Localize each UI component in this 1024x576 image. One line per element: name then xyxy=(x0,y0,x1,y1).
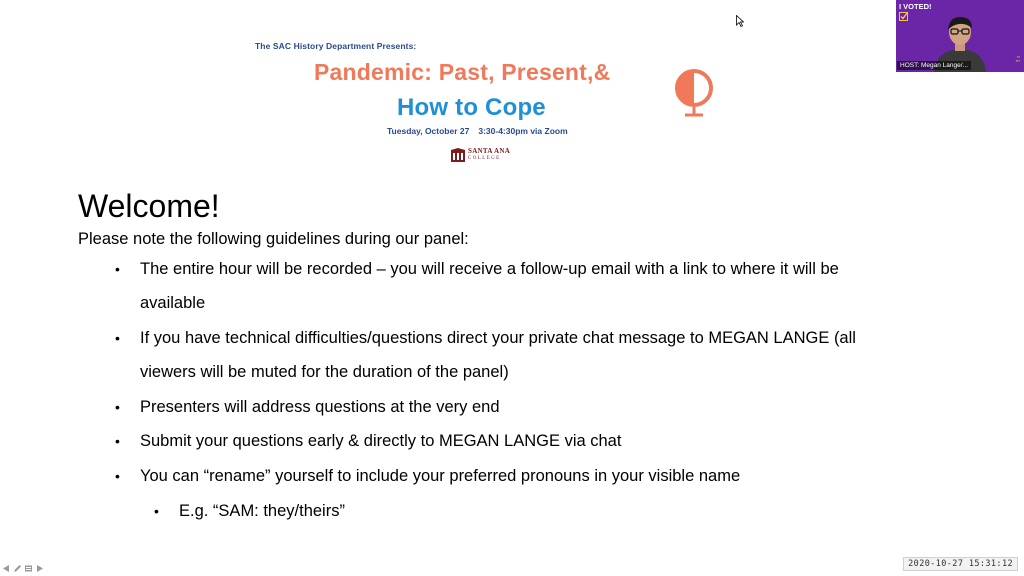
host-video-tile[interactable] xyxy=(896,0,1024,72)
college-sub: COLLEGE xyxy=(468,156,501,161)
bullet-recording: • The entire hour will be recorded – you will receive a follow-up email with a link to where it will be available xyxy=(140,252,839,320)
prev-arrow-icon[interactable] xyxy=(2,564,11,573)
host-name-tag: HOST: Megan Lange/... xyxy=(897,61,971,70)
banner-presents: The SAC History Department Presents: xyxy=(255,41,417,51)
bullet-presenters: • Presenters will address questions at the very end xyxy=(140,390,500,424)
banner-time: 3:30-4:30pm via Zoom xyxy=(478,126,568,136)
next-arrow-icon[interactable] xyxy=(35,564,44,573)
bullet-dot: • xyxy=(115,468,120,484)
bullet-dot: • xyxy=(154,503,159,519)
bullet-technical: • If you have technical difficulties/questions direct your private chat message to MEGAN LANGE (all viewers will be muted for the duration of the panel) xyxy=(140,321,856,389)
recording-timestamp: 2020-10-27 15:31:12 xyxy=(903,557,1018,571)
checkbox-icon xyxy=(899,12,908,21)
corner-logo: ▪▪ ▪▪▪ xyxy=(1015,54,1020,63)
college-logo xyxy=(451,148,510,162)
bullet-dot: • xyxy=(115,261,120,277)
slide-intro: Please note the following guidelines during our panel: xyxy=(78,230,469,248)
bullet-submit: • Submit your questions early & directly to MEGAN LANGE via chat xyxy=(140,424,621,458)
bullet-dot: • xyxy=(115,433,120,449)
slide-heading: Welcome! xyxy=(78,188,220,224)
banner-title-line2: How to Cope xyxy=(397,94,546,121)
bullet-dot: • xyxy=(115,399,120,415)
banner-title-line1: Pandemic: Past, Present,& xyxy=(314,59,611,85)
college-crest-icon xyxy=(451,148,465,162)
banner-date: Tuesday, October 27 xyxy=(387,126,470,136)
banner-date-time xyxy=(387,126,568,136)
voted-overlay: I VOTED! xyxy=(899,2,932,11)
college-name: SANTA ANA xyxy=(468,147,511,155)
menu-icon[interactable] xyxy=(24,564,33,573)
bullet-dot: • xyxy=(115,330,120,346)
slideshow-toolbar xyxy=(2,564,44,573)
globe-icon xyxy=(672,66,716,122)
event-banner xyxy=(0,0,1024,175)
pen-icon[interactable] xyxy=(13,564,22,573)
bullet-rename: • You can “rename” yourself to include your preferred pronouns in your visible name xyxy=(140,459,740,493)
mouse-cursor-icon xyxy=(736,15,744,27)
sub-bullet-example: • E.g. “SAM: they/theirs” xyxy=(179,494,345,528)
